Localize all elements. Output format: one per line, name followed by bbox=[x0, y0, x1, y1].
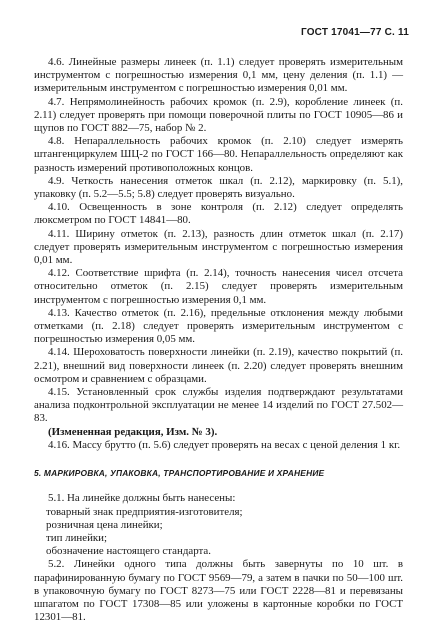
paragraph-4-10: 4.10. Освещенность в зоне контроля (п. 2.12) следует определять люксметром по ГОСТ 14841—80. bbox=[34, 201, 403, 227]
paragraph-4-14: 4.14. Шероховатость поверхности линейки (п. 2.19), качество покрытий (п. 2.21), внешний вид поверхности линеек (п. 2.20) следует проверять внешним осмотром и сравнением с образцами. bbox=[34, 346, 403, 385]
section-title: 5. МАРКИРОВКА, УПАКОВКА, ТРАНСПОРТИРОВАНИЕ И ХРАНЕНИЕ bbox=[34, 468, 325, 479]
list-item: обозначение настоящего стандарта. bbox=[46, 545, 211, 558]
paragraph-4-6: 4.6. Линейные размеры линеек (п. 1.1) следует проверять измерительным инструментом с погрешностью измерения 0,1 мм, цену деления (п. 1.1) — измерительным инструментом с погрешностью измерения 0,01 мм. bbox=[34, 56, 403, 95]
document-body bbox=[34, 56, 403, 624]
paragraph-5-2: 5.2. Линейки одного типа должны быть завернуты по 10 шт. в парафинированную бумагу по ГОСТ 9569—79, а затем в пачки по 50—100 шт. в упаковочную бумагу по ГОСТ 8273—75 или ГОСТ 2228—81 и перевязаны шпагатом по ГОСТ 17308—85 или уложены в картонные коробки по ГОСТ 12301—81. bbox=[34, 558, 403, 624]
section-5-body bbox=[34, 492, 403, 624]
paragraph-4-15: 4.15. Установленный срок службы изделия подтверждают результатами анализа подконтрольной эксплуатации не менее 14 изделий по ГОСТ 27.502—83. bbox=[34, 386, 403, 425]
paragraph-4-16: 4.16. Массу брутто (п. 5.6) следует проверять на весах с ценой деления 1 кг. bbox=[48, 438, 401, 451]
paragraph-5-1: 5.1. На линейке должны быть нанесены: bbox=[48, 492, 236, 505]
paragraph-4-13: 4.13. Качество отметок (п. 2.16), предельные отклонения между любыми отметками (п. 2.18) следует проверять измерительным инструментом с погрешностью измерения 0,05 мм. bbox=[34, 306, 403, 346]
list-item: товарный знак предприятия-изготовителя; bbox=[46, 505, 243, 518]
paragraph-4-11: 4.11. Ширину отметок (п. 2.13), разность длин отметок шкал (п. 2.17) следует проверять измерительным инструментом с погрешностью измерения 0,01 мм. bbox=[34, 227, 403, 267]
paragraph-4-7: 4.7. Непрямолинейность рабочих кромок (п. 2.9), коробление линеек (п. 2.11) следует проверять при помощи поверочной плиты по ГОСТ 10905—86 и щупов по ГОСТ 882—75, набор № 2. bbox=[34, 95, 403, 135]
paragraph-4-12: 4.12. Соответствие шрифта (п. 2.14), точность нанесения чисел отсчета относительно отметок (п. 2.15) следует проверять измерительным инструментом с погрешностью измерения 0,1 мм. bbox=[34, 267, 403, 306]
paragraph-4-8: 4.8. Непараллельность рабочих кромок (п. 2.10) следует измерять штангенциркулем ШЦ-2 по ГОСТ 166—80. Непараллельность определяют как разность измерений противоположных концов. bbox=[34, 135, 403, 174]
list-item: тип линейки; bbox=[46, 531, 108, 544]
page-header: ГОСТ 17041—77 С. 11 bbox=[300, 27, 409, 38]
paragraph-4-9: 4.9. Четкость нанесения отметок шкал (п. 2.12), маркировку (п. 5.1), упаковку (п. 5.2—5.5; 5.8) следует проверять визуально. bbox=[34, 174, 403, 201]
amendment-note: (Измененная редакция, Изм. № 3). bbox=[48, 425, 218, 438]
list-item: розничная цена линейки; bbox=[46, 518, 163, 531]
